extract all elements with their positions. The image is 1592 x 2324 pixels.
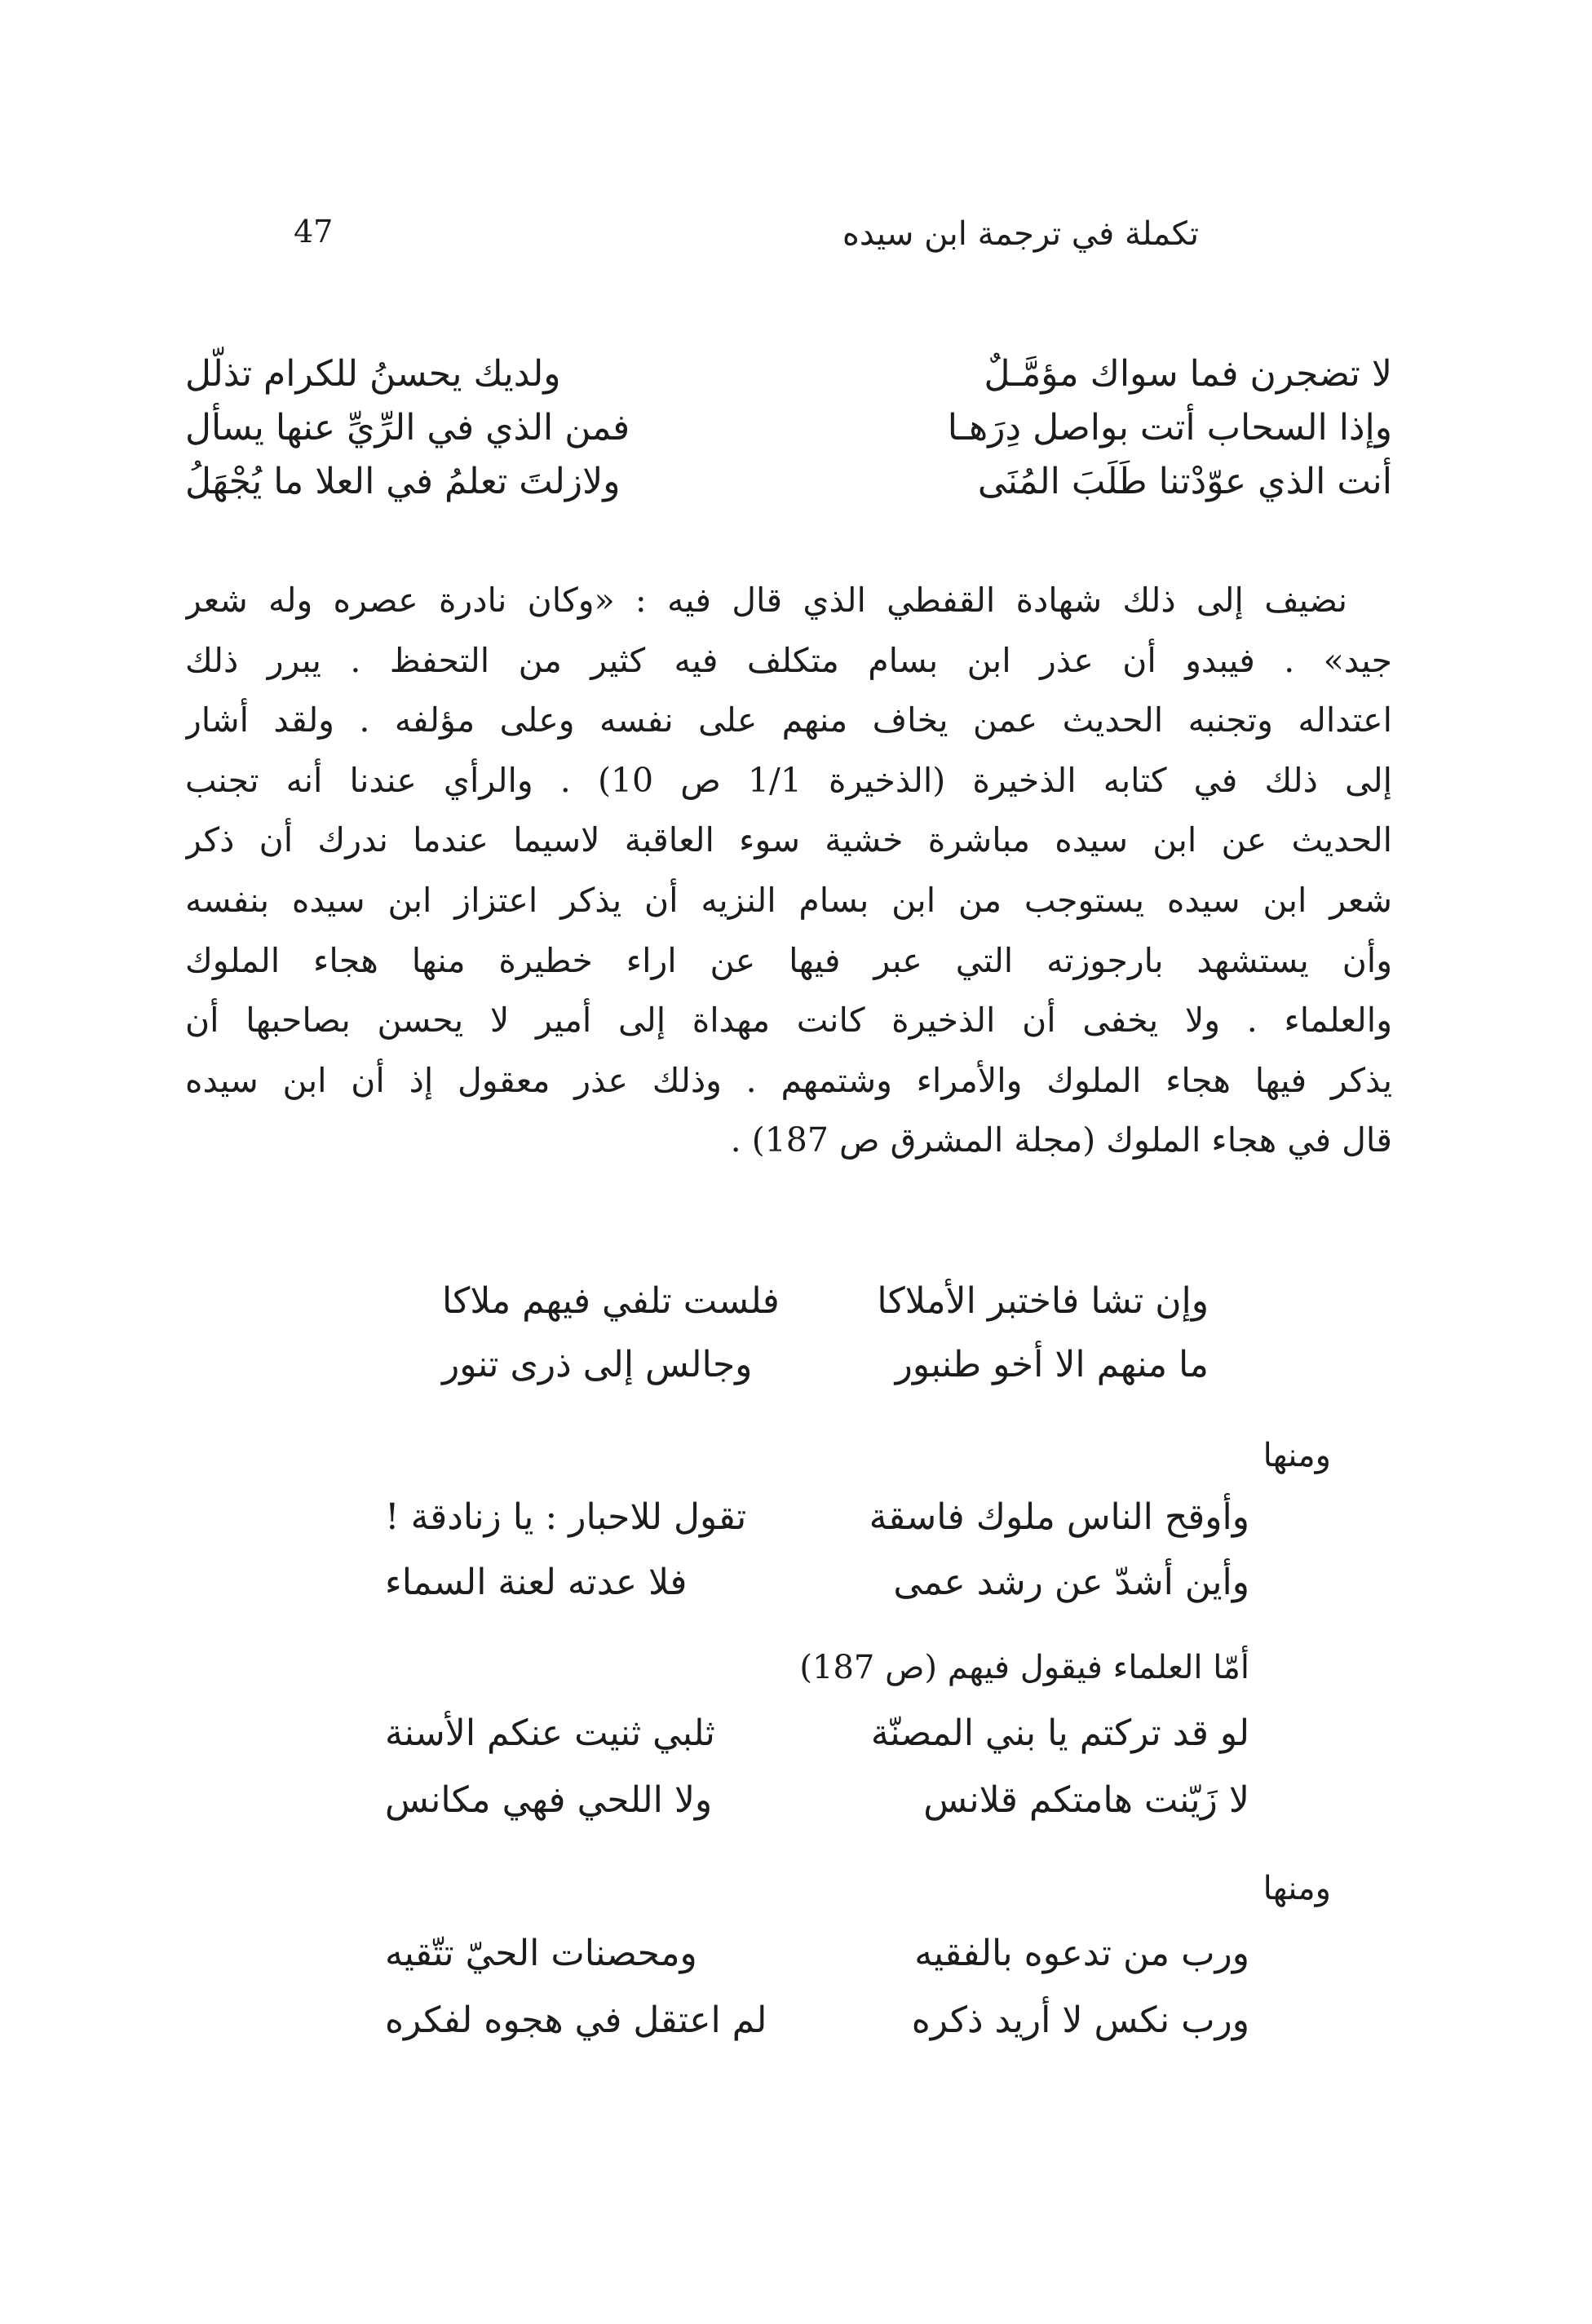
verse-hemistich: ما منهم الا أخو طنبور [895,1344,1209,1385]
verse-hemistich: أنت الذي عوّدْتنا طَلَبَ المُنَى [977,461,1392,502]
verse-line [442,1340,1209,1403]
paragraph-line: والعلماء . ولا يخفى أن الذخيرة كانت مهداة إلى أمير لا يحسن بصاحبها أن [185,1001,1392,1040]
paragraph-line: قال في هجاء الملوك (مجلة المشرق ص 187) . [730,1120,1392,1160]
paragraph-line: إلى ذلك في كتابه الذخيرة (الذخيرة 1/1 ص 10) . والرأي عندنا أنه تجنب [185,760,1392,800]
verse-block-1 [442,1276,1209,1403]
page-header [294,214,1386,271]
section-label: ومنها [1263,1870,1331,1907]
paragraph-line: الحديث عن ابن سيده مباشرة خشية سوء العاقبة لاسيما عندما ندرك أن ذكر [185,820,1392,860]
running-title: تكملة في ترجمة ابن سيده [842,215,1199,253]
verse-line [385,1929,1249,1995]
verse-hemistich: فلا عدته لعنة السماء [385,1562,688,1603]
verse-hemistich: وأين أشدّ عن رشد عمى [893,1562,1249,1603]
verse-line [385,1557,1249,1623]
verse-hemistich: لم اعتقل في هجوه لفكره [385,1999,767,2041]
verse-hemistich: وإن تشا فاختبر الأملاكا [877,1280,1209,1322]
verse-line [442,1276,1209,1340]
paragraph-line: يذكر فيها هجاء الملوك والأمراء وشتمهم . وذلك عذر معقول إذ أن ابن سيده [185,1060,1392,1100]
section-label: أمّا العلماء فيقول فيهم (ص 187) [799,1649,1249,1686]
verse-line [385,1995,1249,2062]
page-number: 47 [294,214,334,250]
verse-hemistich: ثلبي ثنيت عنكم الأسنة [385,1712,715,1754]
verse-line [185,457,1392,510]
verse-hemistich: ولا اللحي فهي مكانس [385,1779,713,1821]
verse-hemistich: ولديك يحسنُ للكرام تذلّل [185,353,561,395]
verse-line [385,1708,1249,1775]
verse-hemistich: فلست تلفي فيهم ملاكا [442,1280,780,1322]
verse-line [385,1492,1249,1557]
verse-block-3 [385,1708,1249,1842]
verse-hemistich: لا تضجرن فما سواك مؤمَّـلٌ [984,353,1392,395]
body-paragraph [185,571,1392,1171]
verse-hemistich: تقول للاحبار : يا زنادقة ! [385,1496,747,1538]
verse-hemistich: فمن الذي في الرِّيِّ عنها يسأل [185,407,630,448]
verse-block-top [185,349,1392,510]
verse-line [185,403,1392,457]
verse-block-4 [385,1929,1249,2062]
verse-hemistich: لا زَيّنت هامتكم قلانس [923,1779,1249,1821]
verse-hemistich: وجالس إلى ذرى تنور [442,1344,753,1385]
verse-hemistich: لو قد تركتم يا بني المصنّة [870,1712,1249,1754]
verse-hemistich: ورب من تدعوه بالفقيه [914,1933,1249,1974]
verse-hemistich: ومحصنات الحيّ تتّقيه [385,1933,697,1974]
verse-line [385,1775,1249,1842]
verse-block-2 [385,1492,1249,1623]
verse-hemistich: وإذا السحاب أتت بواصل دِرَهـا [947,407,1392,448]
verse-line [185,349,1392,403]
paragraph-line: نضيف إلى ذلك شهادة القفطي الذي قال فيه : «وكان نادرة عصره وله شعر [185,581,1347,620]
section-label: ومنها [1263,1437,1331,1474]
paragraph-line: جيد» . فيبدو أن عذر ابن بسام متكلف فيه كثير من التحفظ . يبرر ذلك [185,640,1392,680]
verse-hemistich: وأوقح الناس ملوك فاسقة [869,1496,1249,1538]
verse-hemistich: ولازلتَ تعلمُ في العلا ما يُجْهَلُ [185,461,621,502]
paragraph-line: وأن يستشهد بارجوزته التي عبر فيها عن اراء خطيرة منها هجاء الملوك [185,940,1392,980]
verse-hemistich: ورب نكس لا أريد ذكره [911,1999,1249,2041]
paragraph-line: شعر ابن سيده يستوجب من ابن بسام النزيه أن يذكر اعتزاز ابن سيده بنفسه [185,880,1392,920]
paragraph-line: اعتداله وتجنبه الحديث عمن يخاف منهم على نفسه وعلى مؤلفه . ولقد أشار [185,700,1392,740]
